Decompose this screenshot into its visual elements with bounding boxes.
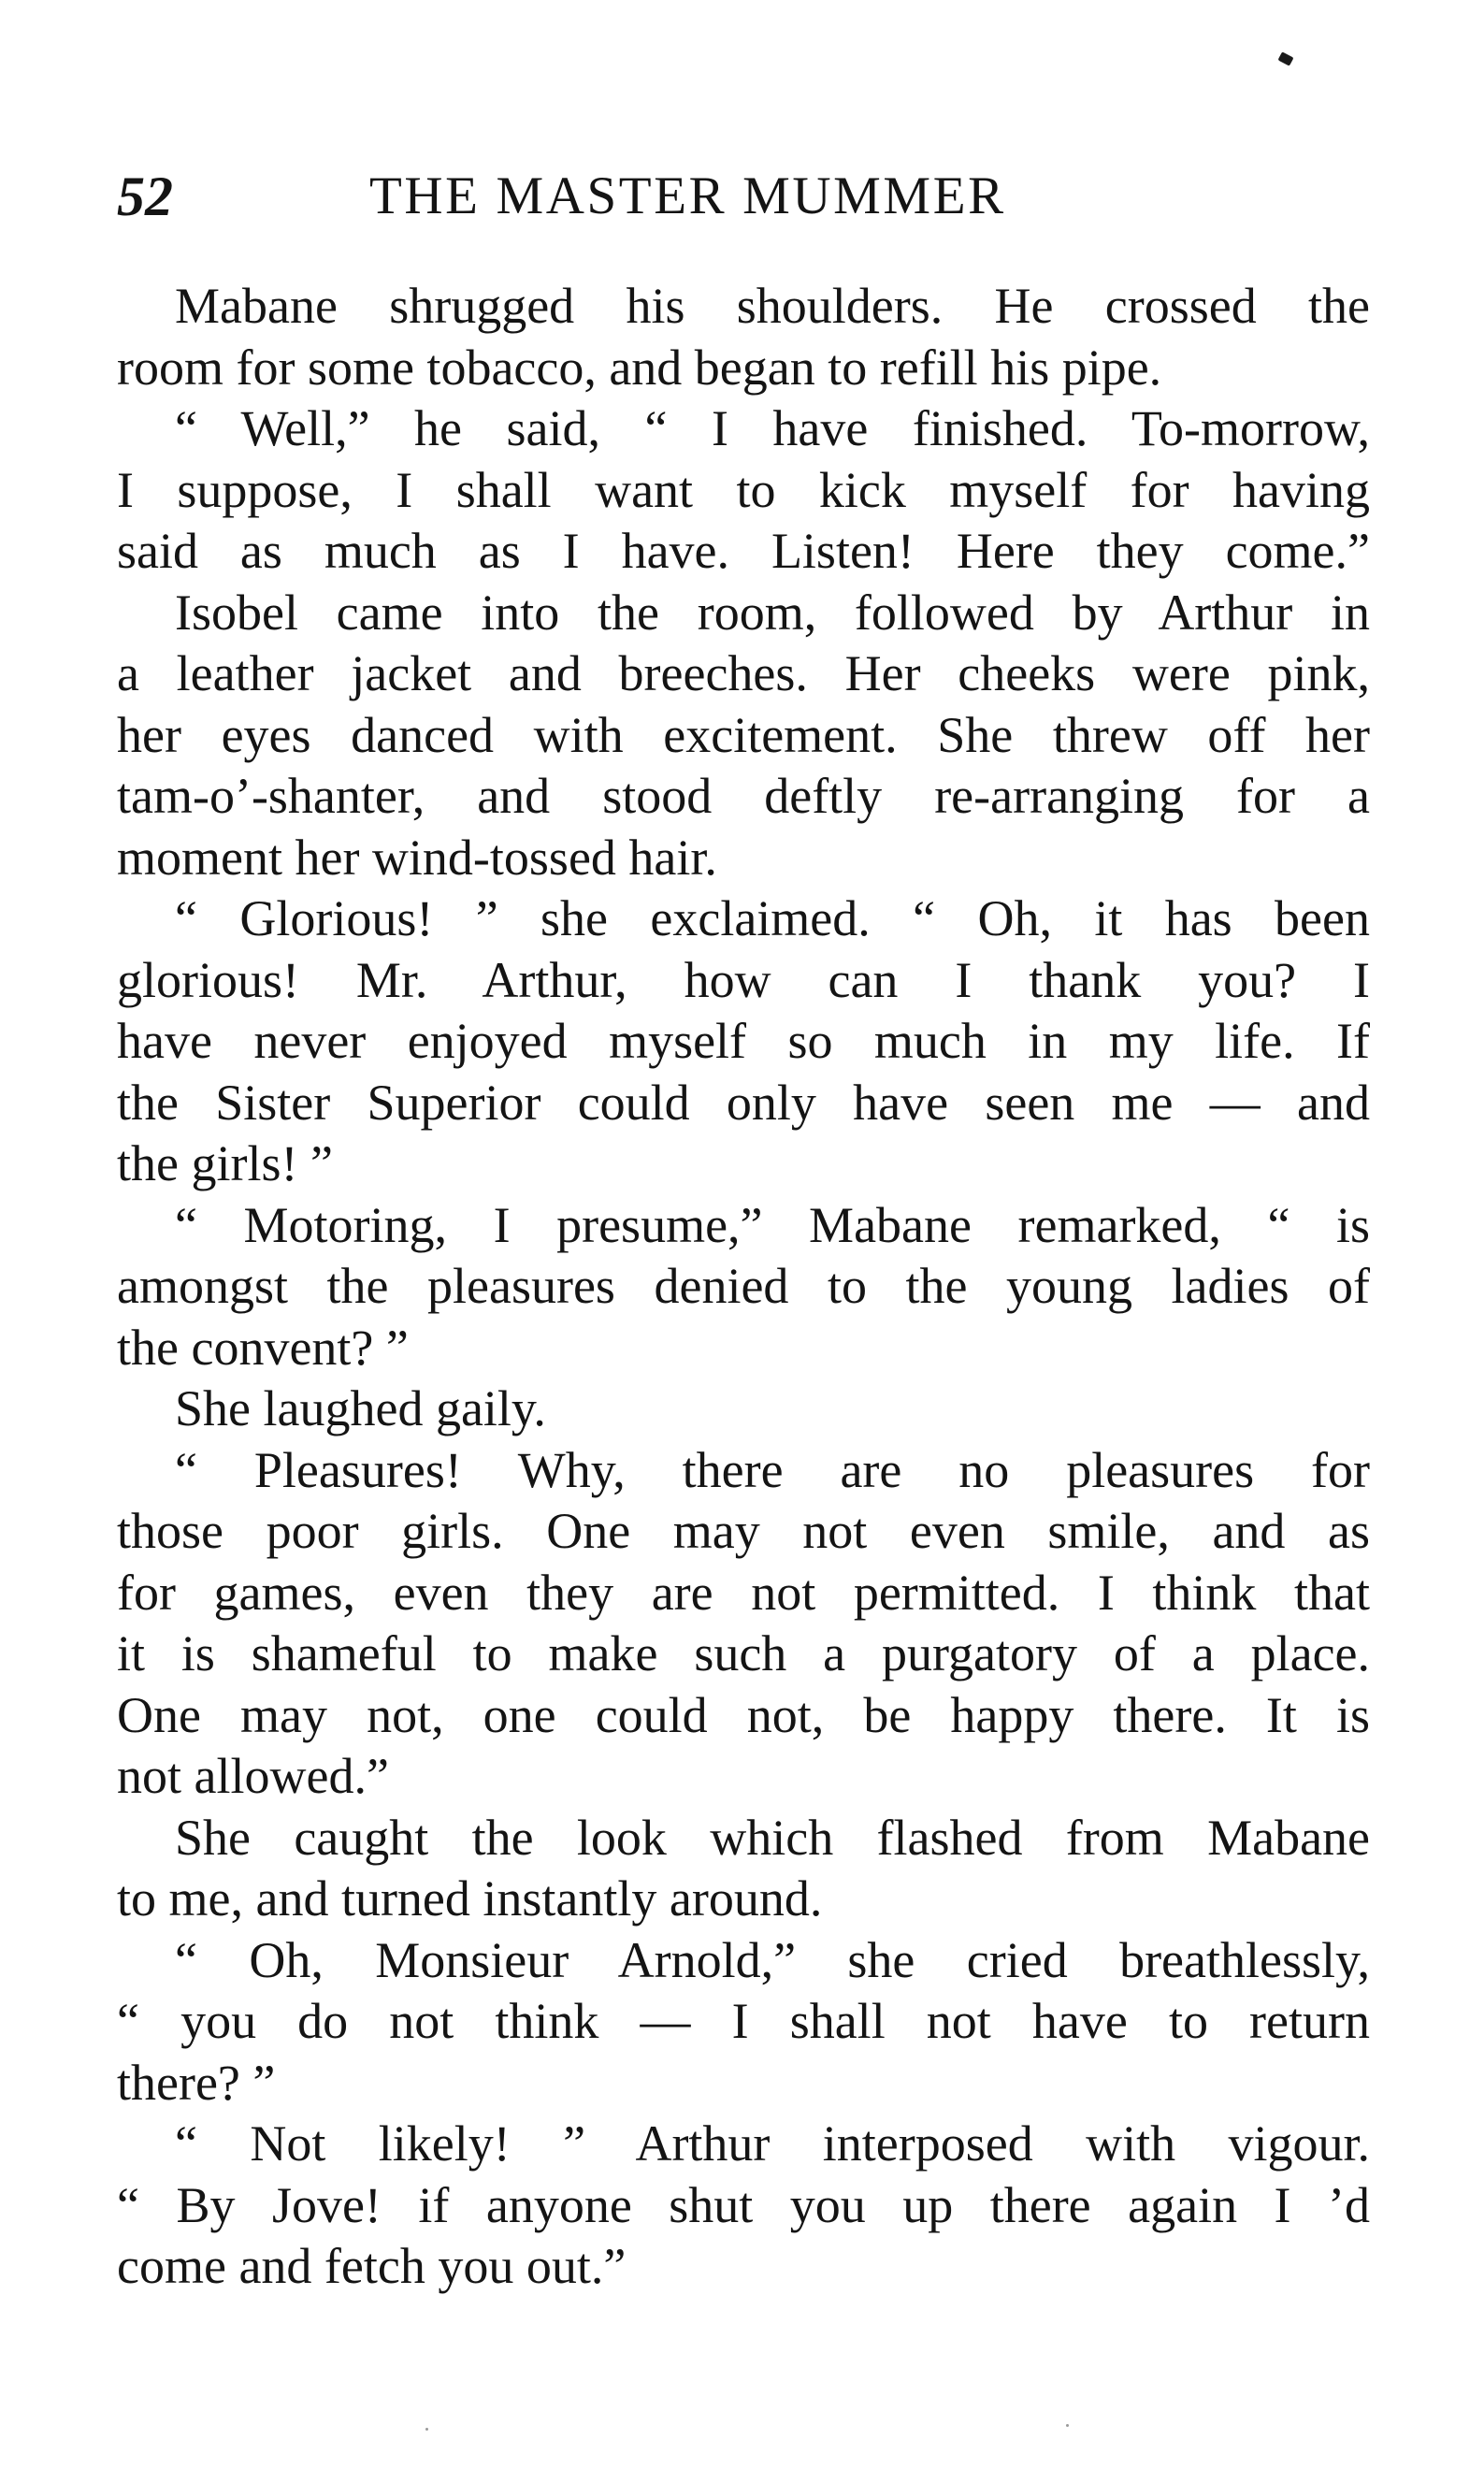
text-line: Mabane shrugged his shoulders. He crossed the <box>175 278 1370 334</box>
text-line: She laughed gaily. <box>175 1380 546 1436</box>
text-line: it is shameful to make such a purgatory of a place. <box>117 1625 1370 1681</box>
text-line: have never enjoyed myself so much in my life. If <box>117 1013 1370 1069</box>
speck <box>1066 2424 1069 2427</box>
text-line: those poor girls. One may not even smile, and as <box>117 1503 1370 1559</box>
body-text <box>117 276 1370 2298</box>
text-line: room for some tobacco, and began to refill his pipe. <box>117 339 1162 396</box>
text-line: said as much as I have. Listen! Here they come.” <box>117 523 1370 579</box>
text-line: I suppose, I shall want to kick myself for having <box>117 461 1370 518</box>
text-line: there? ” <box>117 2054 276 2111</box>
printer-mark <box>1277 51 1293 65</box>
text-line: amongst the pleasures denied to the young ladies of <box>117 1258 1370 1314</box>
text-line: She caught the look which flashed from Mabane <box>175 1809 1370 1866</box>
text-line: to me, and turned instantly around. <box>117 1870 823 1927</box>
text-line: “ By Jove! if anyone shut you up there again I ’d <box>117 2176 1370 2233</box>
text-line: the Sister Superior could only have seen me — and <box>117 1074 1370 1131</box>
text-line: moment her wind-tossed hair. <box>117 829 717 886</box>
text-line: glorious! Mr. Arthur, how can I thank you? I <box>117 951 1370 1008</box>
text-line: “ you do not think — I shall not have to return <box>117 1993 1370 2049</box>
text-line: the convent? ” <box>117 1319 409 1376</box>
page-header <box>117 164 1370 229</box>
page-number: 52 <box>117 166 173 227</box>
text-line: for games, even they are not permitted. I think that <box>117 1564 1370 1621</box>
text-line: her eyes danced with excitement. She threw off her <box>117 706 1370 763</box>
text-line: “ Motoring, I presume,” Mabane remarked, “ is <box>175 1196 1370 1253</box>
text-line: come and fetch you out.” <box>117 2238 627 2294</box>
text-line: tam-o’-shanter, and stood deftly re-arranging for a <box>117 768 1370 824</box>
text-line: “ Well,” he said, “ I have finished. To-morrow, <box>175 400 1370 456</box>
text-line: Isobel came into the room, followed by Arthur in <box>175 584 1370 641</box>
speck <box>425 2428 428 2431</box>
text-line: “ Pleasures! Why, there are no pleasures for <box>175 1441 1370 1498</box>
text-line: One may not, one could not, be happy there. It is <box>117 1686 1370 1743</box>
running-title: THE MASTER MUMMER <box>369 166 1006 225</box>
text-line: not allowed.” <box>117 1748 389 1804</box>
text-line: “ Oh, Monsieur Arnold,” she cried breathlessly, <box>175 1931 1370 1988</box>
text-line: a leather jacket and breeches. Her cheeks were pink, <box>117 645 1370 701</box>
text-line: the girls! ” <box>117 1135 333 1191</box>
text-line: “ Glorious! ” she exclaimed. “ Oh, it has been <box>175 890 1370 946</box>
text-line: “ Not likely! ” Arthur interposed with vigour. <box>175 2115 1370 2172</box>
